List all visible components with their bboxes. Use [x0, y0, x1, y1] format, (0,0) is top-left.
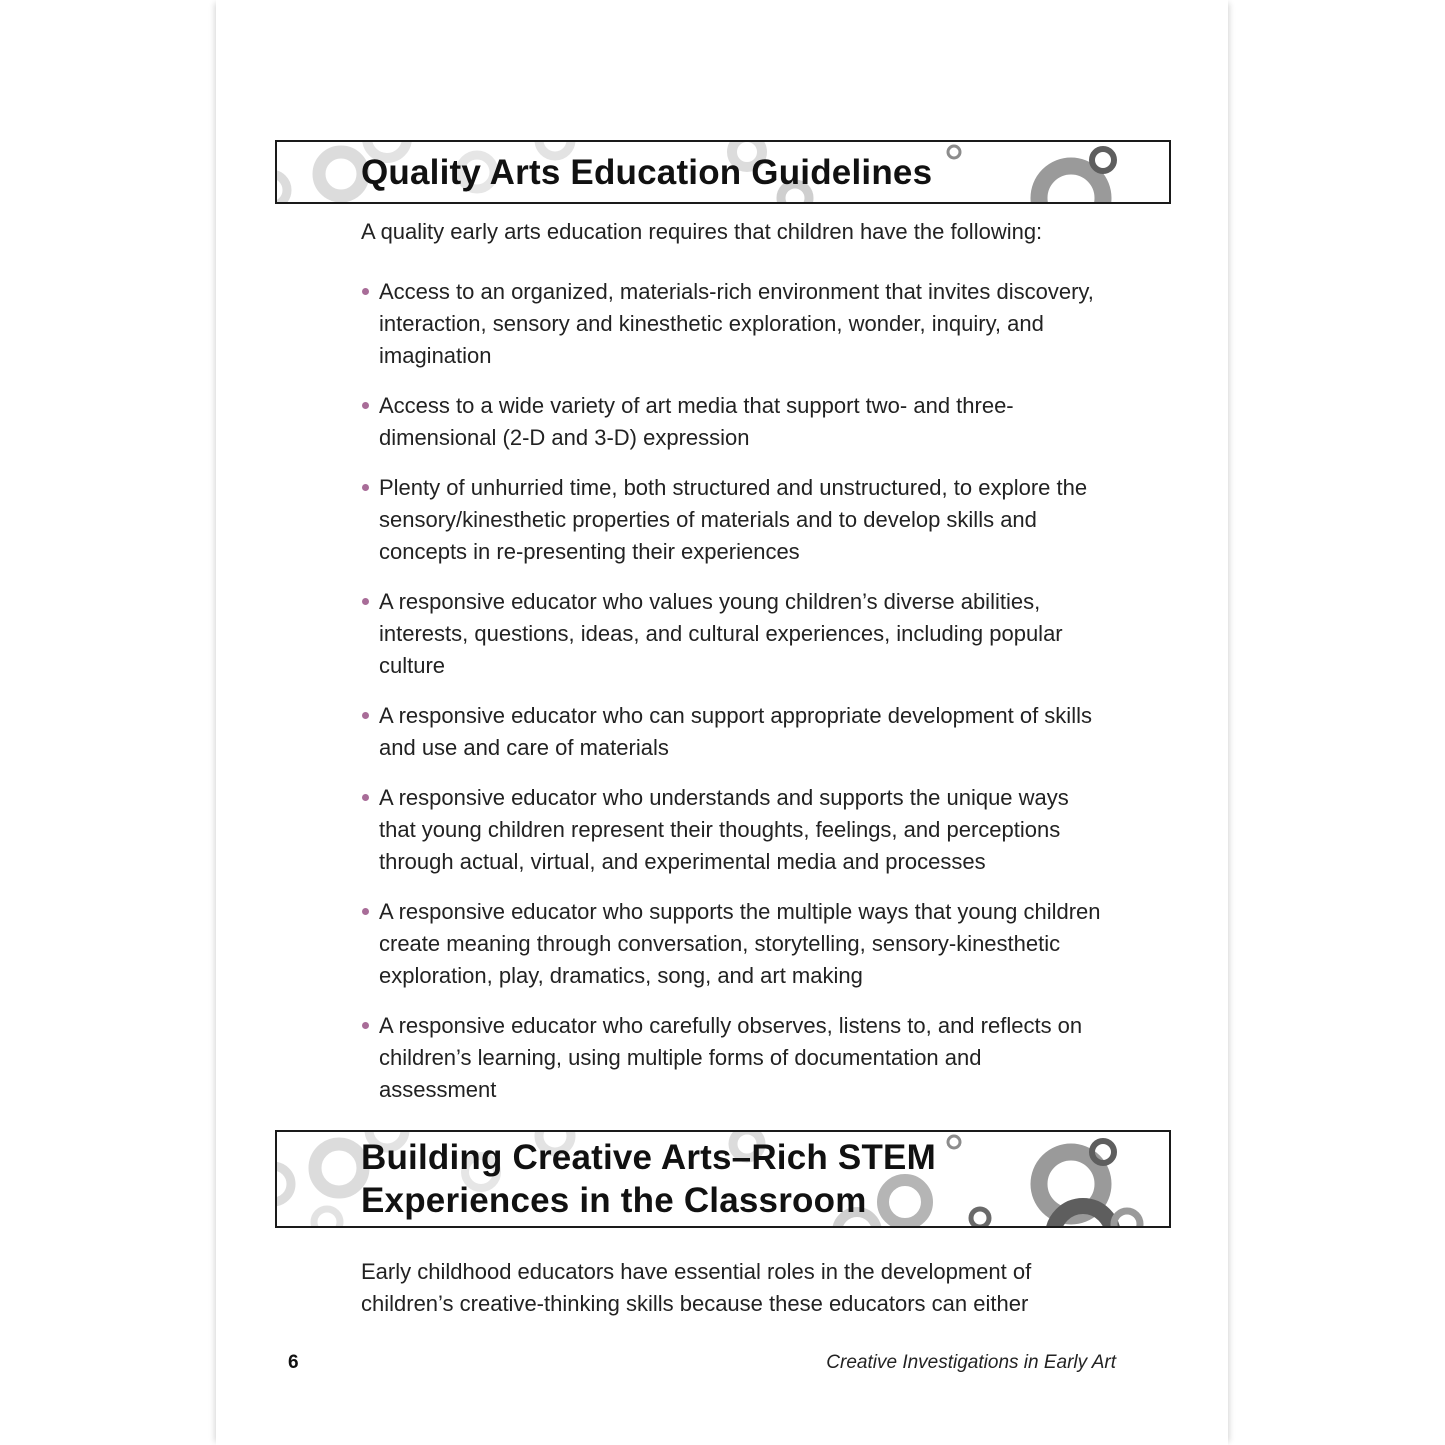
- section-heading-banner: [275, 140, 1171, 204]
- list-item: A responsive educator who can support appropriate development of skills and use and care of materials: [361, 700, 1101, 764]
- running-title: Creative Investigations in Early Art: [826, 1352, 1116, 1373]
- bullet-dot-icon: [362, 402, 369, 409]
- bullet-dot-icon: [362, 288, 369, 295]
- bullet-dot-icon: [362, 598, 369, 605]
- bullet-dot-icon: [362, 712, 369, 719]
- bullet-dot-icon: [362, 794, 369, 801]
- section-heading-banner-2: [275, 1130, 1171, 1228]
- bullet-dot-icon: [362, 484, 369, 491]
- list-item: A responsive educator who supports the multiple ways that young children create meaning through conversation, storytelling, sensory-kinesthetic exploration, play, dramatics, song, and art making: [361, 896, 1101, 992]
- list-item: A responsive educator who carefully observes, listens to, and reflects on children’s learning, using multiple forms of documentation and assessment: [361, 1010, 1101, 1106]
- list-item: A responsive educator who understands and supports the unique ways that young children represent their thoughts, feelings, and perceptions through actual, virtual, and experimental media and processes: [361, 782, 1101, 878]
- body-paragraph: Early childhood educators have essential roles in the development of children’s creative-thinking skills because these educators can either: [361, 1259, 1032, 1316]
- intro-text: A quality early arts education requires that children have the following:: [361, 219, 1043, 244]
- section-title-2: Building Creative Arts–Rich STEM Experiences in the Classroom: [361, 1138, 936, 1220]
- section-title: Quality Arts Education Guidelines: [361, 153, 933, 192]
- list-item: Access to a wide variety of art media that support two- and three-dimensional (2-D and 3-D) expression: [361, 390, 1101, 454]
- bullet-dot-icon: [362, 908, 369, 915]
- list-item: Plenty of unhurried time, both structured and unstructured, to explore the sensory/kinesthetic properties of materials and to develop skills and concepts in re-presenting their experiences: [361, 472, 1101, 568]
- guidelines-list: [361, 276, 1101, 1124]
- page-number: 6: [288, 1352, 299, 1373]
- bullet-dot-icon: [362, 1022, 369, 1029]
- list-item: A responsive educator who values young children’s diverse abilities, interests, questions, ideas, and cultural experiences, including popular culture: [361, 586, 1101, 682]
- list-item: Access to an organized, materials-rich environment that invites discovery, interaction, sensory and kinesthetic exploration, wonder, inquiry, and imagination: [361, 276, 1101, 372]
